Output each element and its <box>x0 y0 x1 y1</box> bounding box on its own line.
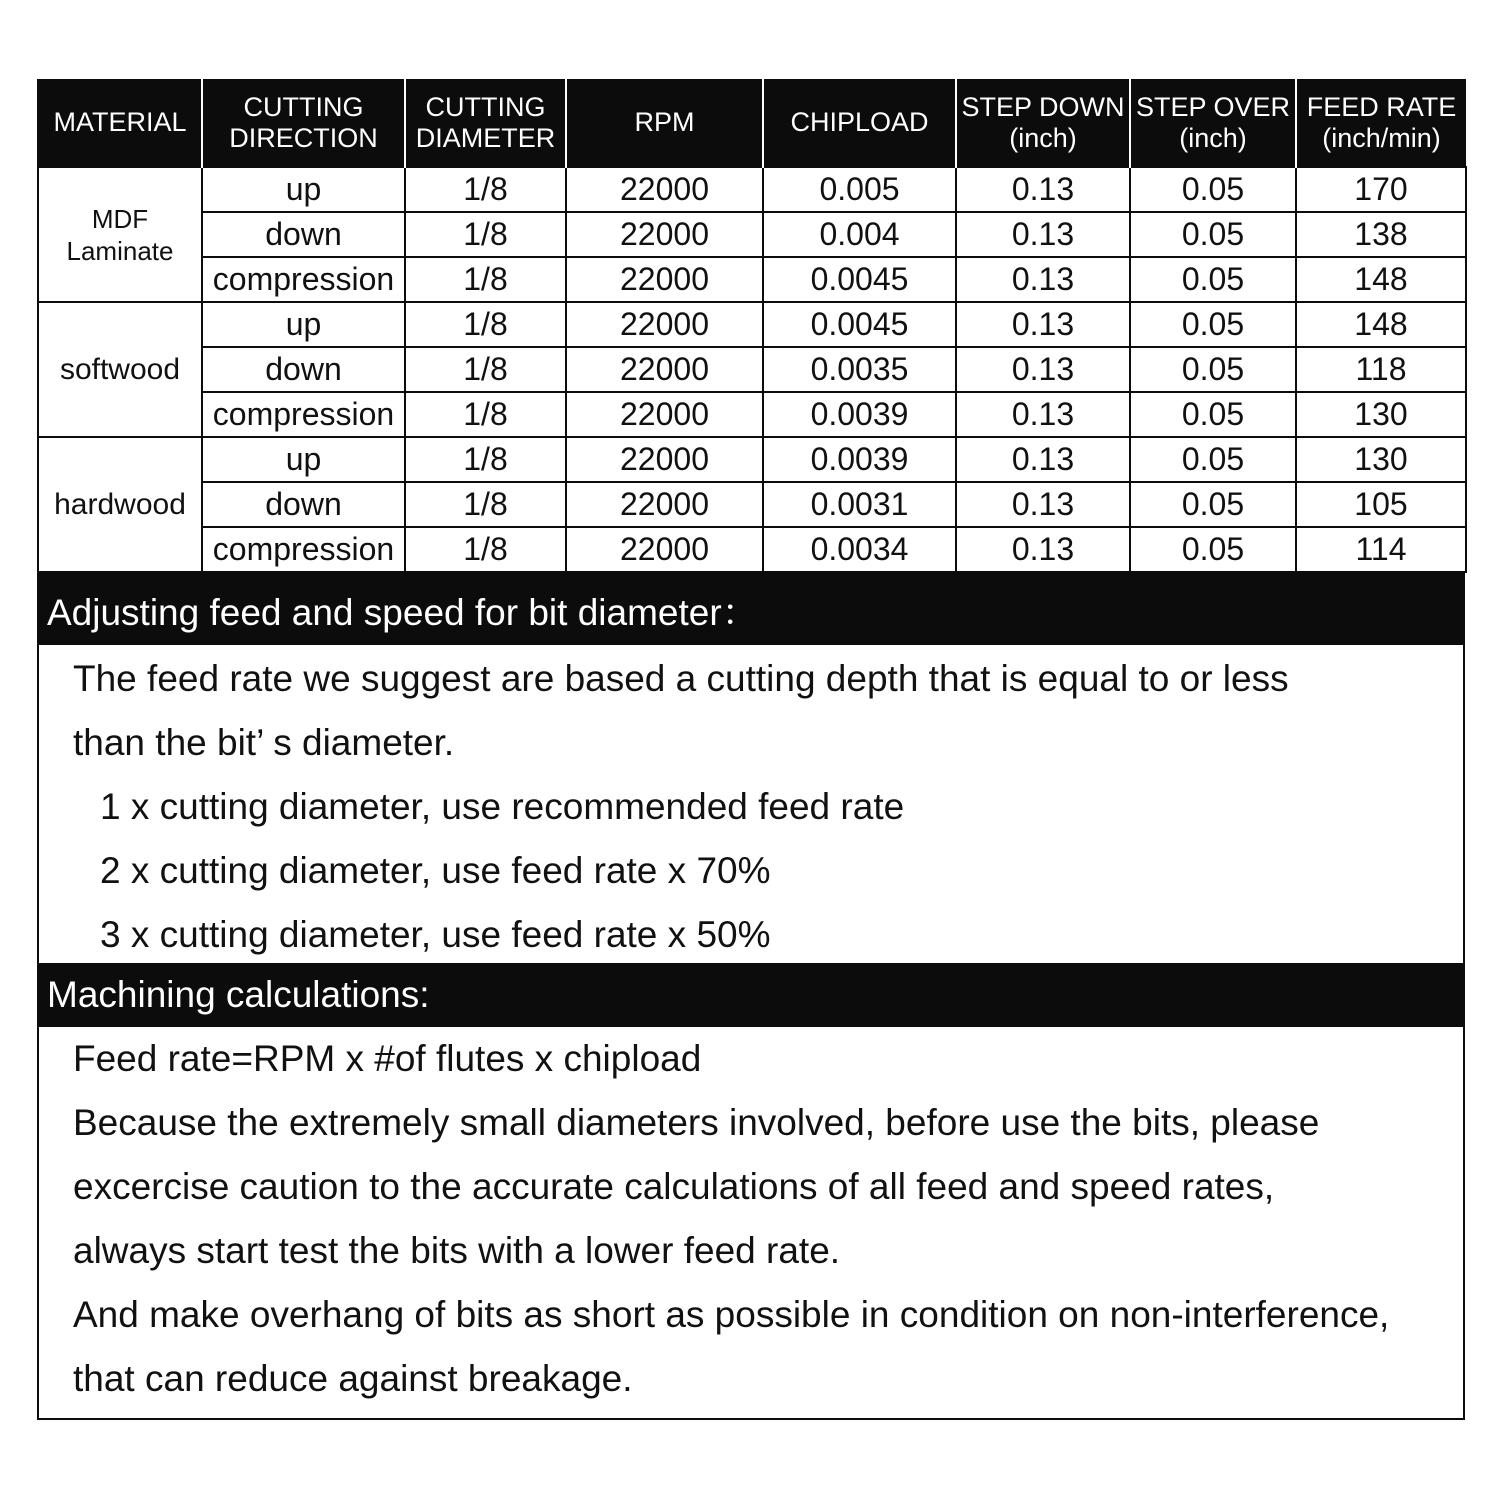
cell-step-over: 0.05 <box>1130 392 1296 437</box>
table-row <box>38 392 1466 437</box>
cell-rpm: 22000 <box>566 527 763 572</box>
cell-step-down: 0.13 <box>956 437 1130 482</box>
header-chipload: CHIPLOAD <box>763 79 956 167</box>
cell-diameter: 1/8 <box>405 257 566 302</box>
material-cell-softwood: softwood <box>38 302 202 437</box>
cell-step-down: 0.13 <box>956 482 1130 527</box>
cell-diameter: 1/8 <box>405 302 566 347</box>
material-cell-hardwood: hardwood <box>38 437 202 572</box>
adjusting-section-body <box>37 645 1465 963</box>
table-row <box>38 212 1466 257</box>
cell-step-down: 0.13 <box>956 347 1130 392</box>
cell-step-down: 0.13 <box>956 392 1130 437</box>
machining-note-line: And make overhang of bits as short as possible in condition on non-interference, <box>73 1294 1390 1335</box>
cell-chipload: 0.0035 <box>763 347 956 392</box>
cell-step-down: 0.13 <box>956 527 1130 572</box>
cell-direction: compression <box>202 392 405 437</box>
cell-feed-rate: 114 <box>1296 527 1466 572</box>
cell-diameter: 1/8 <box>405 527 566 572</box>
cell-step-over: 0.05 <box>1130 437 1296 482</box>
cell-direction: up <box>202 437 405 482</box>
cell-feed-rate: 138 <box>1296 212 1466 257</box>
cell-step-down: 0.13 <box>956 167 1130 212</box>
adjusting-list-item: 2 x cutting diameter, use feed rate x 70% <box>100 850 771 891</box>
machining-note-line: that can reduce against breakage. <box>73 1358 633 1399</box>
machining-note-line: excercise caution to the accurate calculations of all feed and speed rates, <box>73 1166 1275 1207</box>
cell-rpm: 22000 <box>566 482 763 527</box>
cell-rpm: 22000 <box>566 392 763 437</box>
cell-chipload: 0.0034 <box>763 527 956 572</box>
feeds-speeds-table <box>37 79 1467 573</box>
cell-feed-rate: 130 <box>1296 392 1466 437</box>
cell-direction: down <box>202 482 405 527</box>
table-row <box>38 257 1466 302</box>
table-row <box>38 167 1466 212</box>
cell-feed-rate: 105 <box>1296 482 1466 527</box>
table-row <box>38 437 1466 482</box>
machining-formula-line: Feed rate=RPM x #of flutes x chipload <box>73 1038 702 1079</box>
header-rpm: RPM <box>566 79 763 167</box>
cell-step-over: 0.05 <box>1130 167 1296 212</box>
cell-diameter: 1/8 <box>405 347 566 392</box>
cell-diameter: 1/8 <box>405 482 566 527</box>
cell-step-over: 0.05 <box>1130 302 1296 347</box>
table-row <box>38 347 1466 392</box>
adjusting-list-item: 1 x cutting diameter, use recommended feed rate <box>100 786 905 827</box>
cell-chipload: 0.0039 <box>763 437 956 482</box>
machining-section-body <box>37 1027 1465 1420</box>
cell-step-down: 0.13 <box>956 212 1130 257</box>
adjusting-list-item: 3 x cutting diameter, use feed rate x 50% <box>100 914 771 955</box>
cell-diameter: 1/8 <box>405 392 566 437</box>
document <box>37 79 1465 1420</box>
header-cutting-direction: CUTTING DIRECTION <box>202 79 405 167</box>
cell-rpm: 22000 <box>566 302 763 347</box>
cell-chipload: 0.005 <box>763 167 956 212</box>
cell-diameter: 1/8 <box>405 212 566 257</box>
table-row <box>38 302 1466 347</box>
cell-step-over: 0.05 <box>1130 482 1296 527</box>
cell-chipload: 0.0039 <box>763 392 956 437</box>
machining-note-line: Because the extremely small diameters involved, before use the bits, please <box>73 1102 1320 1143</box>
cell-step-over: 0.05 <box>1130 212 1296 257</box>
cell-diameter: 1/8 <box>405 437 566 482</box>
cell-rpm: 22000 <box>566 437 763 482</box>
cell-feed-rate: 148 <box>1296 257 1466 302</box>
table-row <box>38 527 1466 572</box>
cell-chipload: 0.004 <box>763 212 956 257</box>
cell-step-over: 0.05 <box>1130 527 1296 572</box>
adjusting-heading-text: Adjusting feed and speed for bit diameter： <box>47 592 759 633</box>
cell-rpm: 22000 <box>566 257 763 302</box>
cell-feed-rate: 170 <box>1296 167 1466 212</box>
header-step-over: STEP OVER (inch) <box>1130 79 1296 167</box>
cell-direction: down <box>202 212 405 257</box>
adjusting-intro-line: than the bit’ s diameter. <box>73 722 455 763</box>
header-step-down: STEP DOWN (inch) <box>956 79 1130 167</box>
cell-direction: compression <box>202 527 405 572</box>
machining-note-line: always start test the bits with a lower feed rate. <box>73 1230 841 1271</box>
material-cell-mdf-laminate: MDF Laminate <box>38 167 202 302</box>
table-header-row <box>38 79 1466 167</box>
cell-feed-rate: 130 <box>1296 437 1466 482</box>
header-feed-rate: FEED RATE (inch/min) <box>1296 79 1466 167</box>
cell-chipload: 0.0031 <box>763 482 956 527</box>
cell-direction: up <box>202 167 405 212</box>
machining-heading-text: Machining calculations: <box>47 974 430 1015</box>
cell-rpm: 22000 <box>566 347 763 392</box>
cell-direction: compression <box>202 257 405 302</box>
cell-diameter: 1/8 <box>405 167 566 212</box>
cell-chipload: 0.0045 <box>763 257 956 302</box>
cell-step-down: 0.13 <box>956 257 1130 302</box>
header-cutting-diameter: CUTTING DIAMETER <box>405 79 566 167</box>
cell-feed-rate: 118 <box>1296 347 1466 392</box>
cell-step-down: 0.13 <box>956 302 1130 347</box>
adjusting-intro-line: The feed rate we suggest are based a cutting depth that is equal to or less <box>73 658 1289 699</box>
cell-rpm: 22000 <box>566 167 763 212</box>
adjusting-section-heading <box>37 573 1465 645</box>
cell-direction: down <box>202 347 405 392</box>
cell-step-over: 0.05 <box>1130 257 1296 302</box>
header-material: MATERIAL <box>38 79 202 167</box>
cell-chipload: 0.0045 <box>763 302 956 347</box>
cell-rpm: 22000 <box>566 212 763 257</box>
cell-direction: up <box>202 302 405 347</box>
machining-section-heading <box>37 963 1465 1027</box>
cell-step-over: 0.05 <box>1130 347 1296 392</box>
cell-feed-rate: 148 <box>1296 302 1466 347</box>
table-row <box>38 482 1466 527</box>
